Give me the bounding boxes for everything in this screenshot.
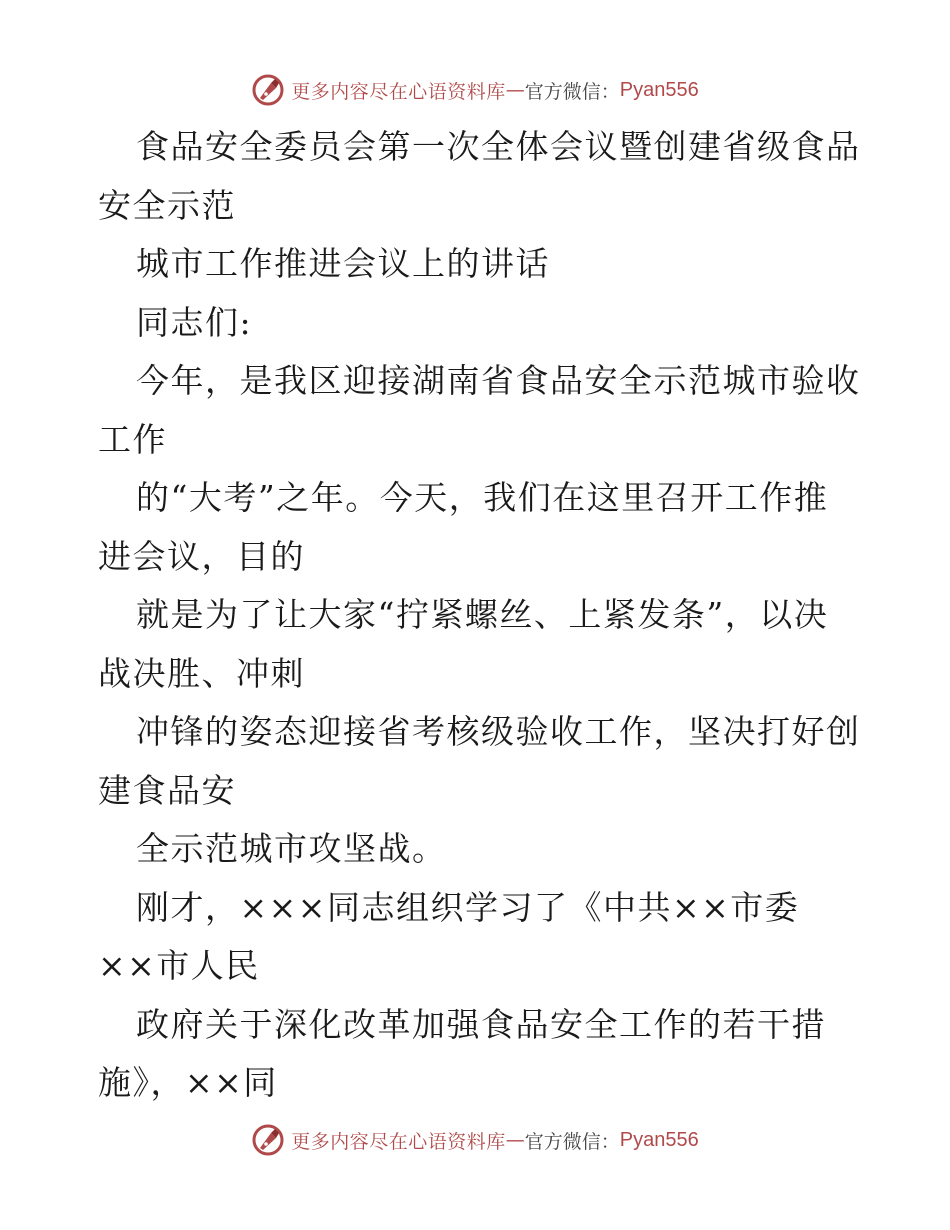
pen-nib-logo-icon bbox=[251, 73, 285, 107]
banner-wechat-id: Pyan556 bbox=[619, 78, 699, 101]
text-line: ××市人民 bbox=[98, 946, 260, 985]
banner-wechat-label: 官方微信： bbox=[524, 1130, 620, 1153]
document-body bbox=[98, 118, 861, 1113]
text-line: 施》，××同 bbox=[98, 1063, 278, 1102]
text-line: 今年，是我区迎接湖南省食品安全示范城市验收 bbox=[136, 361, 861, 400]
text-line: 全示范城市攻坚战。 bbox=[136, 829, 447, 868]
text-line: 建食品安 bbox=[98, 770, 236, 810]
text-line: 进会议，目的 bbox=[98, 536, 305, 576]
header-banner bbox=[0, 72, 950, 108]
text-line: 食品安全委员会第一次全体会议暨创建省级食品 bbox=[136, 127, 861, 166]
text-line: 战决胜、冲刺 bbox=[98, 653, 305, 693]
banner-text: 更多内容尽在心语资料库 bbox=[291, 1130, 506, 1153]
text-line: 刚才，×××同志组织学习了《中共××市委 bbox=[136, 887, 800, 927]
text-line: 政府关于深化改革加强食品安全工作的若干措 bbox=[136, 1004, 826, 1044]
pen-nib-logo-icon bbox=[251, 1123, 285, 1157]
banner-dash: — bbox=[505, 1129, 525, 1151]
banner-dash: — bbox=[505, 79, 525, 101]
text-line: 同志们: bbox=[136, 302, 253, 342]
text-line: 城市工作推进会议上的讲话 bbox=[136, 244, 550, 283]
text-line: 冲锋的姿态迎接省考核级验收工作，坚决打好创 bbox=[136, 712, 861, 751]
footer-banner bbox=[0, 1122, 950, 1158]
text-line: 的“大考”之年。今天，我们在这里召开工作推 bbox=[136, 478, 829, 517]
banner-wechat-id: Pyan556 bbox=[619, 1128, 699, 1151]
text-line: 就是为了让大家“拧紧螺丝、上紧发条”，以决 bbox=[136, 595, 829, 634]
banner-wechat-label: 官方微信： bbox=[524, 80, 620, 103]
banner-text: 更多内容尽在心语资料库 bbox=[291, 80, 506, 103]
text-line: 安全示范 bbox=[98, 185, 236, 225]
text-line: 工作 bbox=[98, 419, 167, 459]
